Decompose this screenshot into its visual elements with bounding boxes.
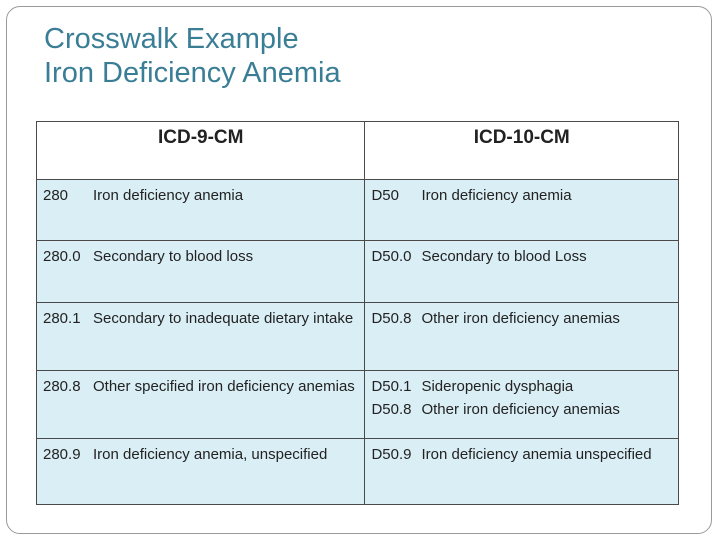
icd10-code: D50.9 xyxy=(371,446,412,463)
icd9-description: Other specified iron deficiency anemias xyxy=(93,378,355,395)
icd9-description: Iron deficiency anemia xyxy=(93,187,244,204)
icd10-description: Sideropenic dysphagia xyxy=(421,378,574,395)
icd9-entry xyxy=(43,307,358,330)
icd9-code: 280.9 xyxy=(43,446,81,463)
icd9-entry xyxy=(43,443,358,466)
icd9-cell xyxy=(37,241,365,303)
table-row xyxy=(37,439,679,505)
table-row xyxy=(37,303,679,371)
icd10-entry xyxy=(371,245,672,268)
icd10-description: Other iron deficiency anemias xyxy=(421,401,620,418)
icd10-description: Iron deficiency anemia unspecified xyxy=(421,446,652,463)
crosswalk-table xyxy=(36,121,679,505)
icd9-description: Secondary to blood loss xyxy=(93,248,254,265)
icd10-entry xyxy=(371,398,672,421)
table-row xyxy=(37,371,679,439)
icd10-code: D50.8 xyxy=(371,310,412,327)
icd10-cell xyxy=(365,439,679,505)
icd9-entry xyxy=(43,184,358,207)
icd9-code: 280.1 xyxy=(43,310,81,327)
icd9-cell xyxy=(37,303,365,371)
icd9-code: 280 xyxy=(43,187,69,204)
icd10-entry xyxy=(371,443,672,466)
icd10-entry xyxy=(371,375,672,398)
icd10-cell xyxy=(365,180,679,241)
icd10-code: D50 xyxy=(371,187,399,204)
header-icd9: ICD-9-CM xyxy=(37,122,365,180)
table-row xyxy=(37,180,679,241)
header-icd10: ICD-10-CM xyxy=(365,122,679,180)
icd10-entry xyxy=(371,184,672,207)
icd9-code: 280.0 xyxy=(43,248,81,265)
table-header-row xyxy=(37,122,679,180)
icd9-description: Iron deficiency anemia, unspecified xyxy=(93,446,328,463)
slide-title xyxy=(44,22,341,90)
icd9-cell xyxy=(37,439,365,505)
icd9-code: 280.8 xyxy=(43,378,81,395)
icd10-code: D50.8 xyxy=(371,401,412,418)
icd10-description: Iron deficiency anemia xyxy=(421,187,572,204)
icd10-description: Secondary to blood Loss xyxy=(421,248,587,265)
icd10-cell xyxy=(365,241,679,303)
icd10-cell xyxy=(365,371,679,439)
icd9-description: Secondary to inadequate dietary intake xyxy=(93,310,354,327)
icd10-description: Other iron deficiency anemias xyxy=(421,310,620,327)
slide-title-line-1: Crosswalk Example xyxy=(44,23,299,55)
icd10-code: D50.1 xyxy=(371,378,412,395)
table-row xyxy=(37,241,679,303)
icd9-entry xyxy=(43,375,358,398)
icd9-cell xyxy=(37,180,365,241)
icd9-cell xyxy=(37,371,365,439)
icd10-cell xyxy=(365,303,679,371)
slide-title-line-2: Iron Deficiency Anemia xyxy=(44,57,341,89)
table-body xyxy=(37,180,679,505)
icd9-entry xyxy=(43,245,358,268)
icd10-code: D50.0 xyxy=(371,248,412,265)
icd10-entry xyxy=(371,307,672,330)
